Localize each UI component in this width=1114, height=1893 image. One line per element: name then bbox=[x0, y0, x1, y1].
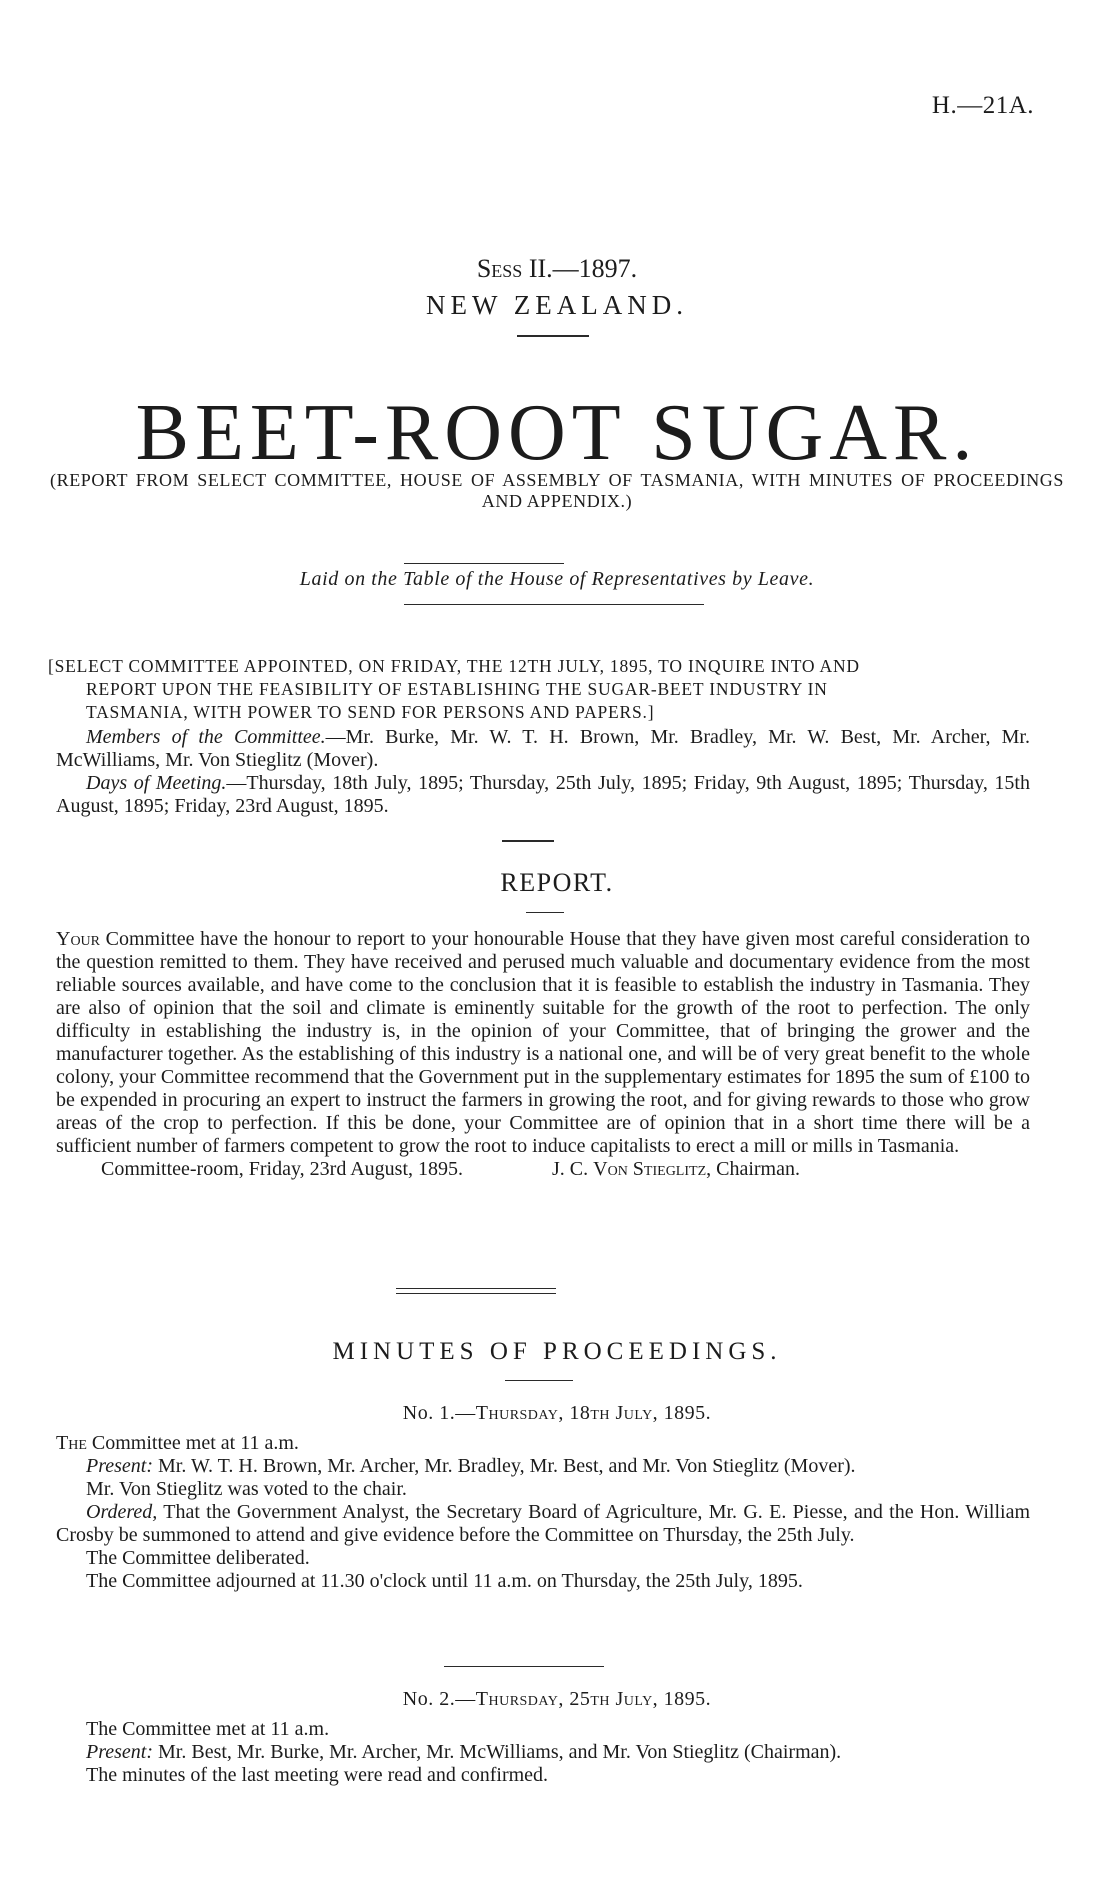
present-label: Present: bbox=[86, 1741, 154, 1763]
members-label: Members of the Committee. bbox=[86, 726, 326, 748]
report-lead-cap: Your bbox=[56, 928, 101, 950]
committee-members bbox=[56, 726, 1030, 772]
meeting-2-present bbox=[56, 1741, 1030, 1764]
divider bbox=[444, 1666, 604, 1667]
divider bbox=[517, 335, 589, 337]
signoff-name: Von Stieglitz bbox=[593, 1158, 707, 1180]
ordered-text: That the Government Analyst, the Secretary Board of Agriculture, Mr. G. E. Piesse, and the Hon. William Crosby be summoned to attend and give evidence before the Committee on Thursday, the 25th July. bbox=[56, 1501, 1030, 1546]
present-text: Mr. Best, Mr. Burke, Mr. Archer, Mr. McWilliams, and Mr. Von Stieglitz (Chairman). bbox=[153, 1741, 842, 1763]
document-title: BEET-ROOT SUGAR. bbox=[135, 389, 979, 477]
report-signoff bbox=[56, 1158, 1030, 1181]
meeting-2-heading bbox=[0, 1688, 1114, 1711]
divider bbox=[396, 1288, 556, 1289]
ordered-label: Ordered, bbox=[86, 1501, 158, 1523]
days-of-meeting bbox=[56, 772, 1030, 818]
meeting-1-opening-text: Committee met at 11 a.m. bbox=[86, 1432, 299, 1454]
meeting-2-date: Thursday, 25th July, 1895. bbox=[475, 1688, 712, 1710]
session-line bbox=[0, 254, 1114, 284]
meeting-1-deliberated: The Committee deliberated. bbox=[86, 1547, 310, 1569]
appointment-line: REPORT UPON THE FEASIBILITY OF ESTABLISHING THE SUGAR-BEET INDUSTRY IN bbox=[86, 679, 828, 699]
laid-on-table-line: Laid on the Table of the House of Representatives by Leave. bbox=[299, 568, 815, 590]
appointment-line: [SELECT COMMITTEE APPOINTED, ON FRIDAY, THE 12TH JULY, 1895, TO INQUIRE INTO AND bbox=[48, 656, 860, 676]
meeting-1-present bbox=[56, 1455, 1030, 1478]
appointment-section bbox=[48, 655, 1030, 818]
appointment-line: TASMANIA, WITH POWER TO SEND FOR PERSONS AND PAPERS.] bbox=[86, 702, 655, 722]
present-label: Present: bbox=[86, 1455, 154, 1477]
appointment-notice bbox=[48, 655, 1030, 724]
minutes-heading: MINUTES OF PROCEEDINGS. bbox=[332, 1338, 782, 1365]
report-body bbox=[56, 928, 1030, 1158]
report-heading: REPORT. bbox=[500, 868, 614, 897]
days-text: —Thursday, 18th July, 1895; Thursday, 25th July, 1895; Friday, 9th August, 1895; Thursday, 15th August, 1895; Friday, 23rd August, 1895. bbox=[56, 772, 1030, 817]
meeting-1-number: No. 1.— bbox=[402, 1402, 476, 1424]
session-number: II.—1897. bbox=[528, 254, 638, 283]
meeting-2-minutes-confirmed: The minutes of the last meeting were read and confirmed. bbox=[86, 1764, 549, 1786]
signoff-role: , Chairman. bbox=[706, 1158, 800, 1180]
divider bbox=[396, 1293, 556, 1294]
divider bbox=[502, 840, 554, 842]
meeting-1-adjourned: The Committee adjourned at 11.30 o'clock until 11 a.m. on Thursday, the 25th July, 1895. bbox=[86, 1570, 803, 1592]
country-line: NEW ZEALAND. bbox=[426, 290, 688, 320]
meeting-1-section bbox=[56, 1432, 1030, 1593]
divider bbox=[505, 1380, 573, 1381]
document-subtitle: (REPORT FROM SELECT COMMITTEE, HOUSE OF ASSEMBLY OF TASMANIA, WITH MINUTES OF PROCEEDINGS AND APPENDIX.) bbox=[50, 470, 1064, 511]
session-word: Sess bbox=[476, 254, 523, 283]
meeting-2-number: No. 2.— bbox=[402, 1688, 476, 1710]
meeting-1-lead-cap: The bbox=[56, 1432, 87, 1454]
report-text: Committee have the honour to report to your honourable House that they have given most careful consideration to the question remitted to them. They have received and perused much valuable and documentary evidence from the most reliable sources available, and have come to the conclusion that it is feasible to establish the industry in Tasmania. They are also of opinion that the soil and climate is eminently suitable for the growth of the root to perfection. The only difficulty in establishing the industry is, in the opinion of your Committee, that of bringing the grower and the manufacturer together. As the establishing of this industry is a national one, and will be of very great benefit to the whole colony, your Committee recommend that the Government put in the supplementary estimates for 1895 the sum of £100 to be expended in procuring an expert to instruct the farmers in growing the root, and for giving rewards to those who grow areas of the crop to perfection. If this be done, your Committee are of opinion that in a short time there will be a sufficient number of farmers competent to grow the root to induce capitalists to erect a mill or mills in Tasmania. bbox=[56, 928, 1030, 1157]
days-label: Days of Meeting. bbox=[86, 772, 227, 794]
members-text: —Mr. Burke, Mr. W. T. H. Brown, Mr. Bradley, Mr. W. Best, Mr. Archer, Mr. McWilliams, Mr. Von Stieglitz (Mover). bbox=[56, 726, 1030, 771]
divider bbox=[404, 604, 704, 605]
meeting-1-heading bbox=[0, 1402, 1114, 1425]
signoff-initials: J. C. bbox=[552, 1158, 589, 1180]
meeting-1-opening bbox=[56, 1432, 1030, 1455]
meeting-1-date: Thursday, 18th July, 1895. bbox=[475, 1402, 712, 1424]
document-reference: H.—21A. bbox=[931, 92, 1034, 119]
divider bbox=[404, 563, 564, 564]
meeting-2-opening: The Committee met at 11 a.m. bbox=[86, 1718, 330, 1740]
present-text: Mr. W. T. H. Brown, Mr. Archer, Mr. Bradley, Mr. Best, and Mr. Von Stieglitz (Mover). bbox=[153, 1455, 856, 1477]
signoff-signature bbox=[552, 1158, 800, 1181]
report-section bbox=[56, 928, 1030, 1181]
meeting-2-section bbox=[56, 1718, 1030, 1787]
meeting-1-ordered bbox=[56, 1501, 1030, 1547]
divider bbox=[526, 912, 564, 913]
meeting-1-chair: Mr. Von Stieglitz was voted to the chair. bbox=[86, 1478, 407, 1500]
signoff-place: Committee-room, Friday, 23rd August, 1895. bbox=[101, 1158, 464, 1180]
